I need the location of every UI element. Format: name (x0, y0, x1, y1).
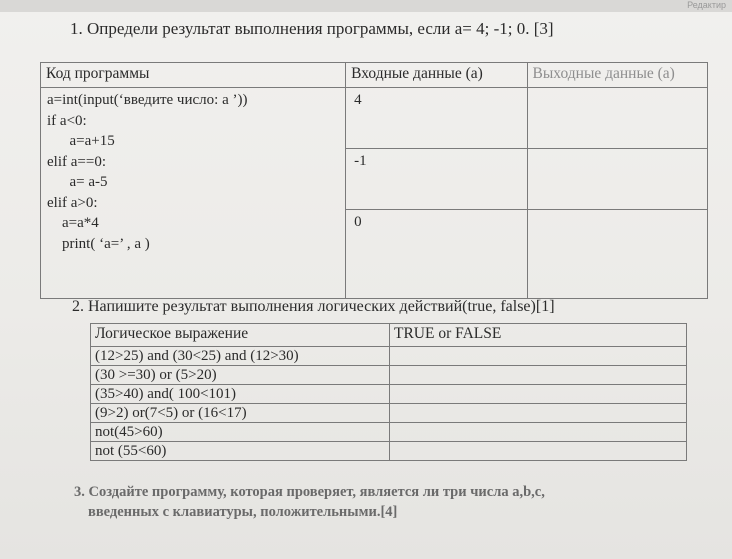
question-3-line-1: 3. Создайте программу, которая проверяет, является ли три числа a,b,c, (74, 484, 545, 500)
input-cell: -1 (346, 149, 527, 210)
program-table (40, 62, 708, 299)
logic-row (91, 366, 687, 385)
answer-cell[interactable] (390, 347, 687, 366)
output-cell[interactable] (527, 210, 707, 299)
code-line: a=int(input(‘введите число: a ’)) (47, 92, 248, 108)
corner-label: Редактир (687, 0, 726, 10)
logic-row (91, 385, 687, 404)
output-cell[interactable] (527, 88, 707, 149)
code-line: elif a==0: (47, 153, 106, 170)
question-1-text: 1. Определи результат выполнения программы, если a= 4; -1; 0. [3] (70, 19, 554, 38)
header-code: Код программы (41, 63, 346, 88)
logic-table-header (91, 324, 687, 347)
expression-cell: not (55<60) (91, 442, 390, 461)
answer-cell[interactable] (390, 442, 687, 461)
header-result: TRUE or FALSE (390, 324, 687, 347)
code-line: elif a>0: (47, 194, 98, 211)
input-cell: 0 (346, 210, 527, 299)
code-line: a= a-5 (47, 174, 108, 190)
code-line: a=a*4 (47, 215, 99, 231)
question-2-text: 2. Напишите результат выполнения логических действий(true, false)[1] (72, 298, 555, 315)
logic-row (91, 404, 687, 423)
input-cell: 4 (346, 88, 527, 149)
program-table-header (41, 63, 708, 88)
program-code (41, 88, 346, 299)
header-output: Выходные данные (a) (527, 63, 707, 88)
answer-cell[interactable] (390, 423, 687, 442)
top-edge-shadow (0, 0, 732, 12)
logic-row (91, 347, 687, 366)
header-input: Входные данные (a) (346, 63, 527, 88)
answer-cell[interactable] (390, 366, 687, 385)
output-cell[interactable] (527, 149, 707, 210)
code-line: if a<0: (47, 112, 87, 129)
code-line: print( ‘a=’ , a ) (47, 235, 150, 252)
expression-cell: (35>40) and( 100<101) (91, 385, 390, 404)
answer-cell[interactable] (390, 404, 687, 423)
logic-table (90, 323, 687, 461)
expression-cell: not(45>60) (91, 423, 390, 442)
logic-row (91, 423, 687, 442)
question-3-text (74, 482, 545, 522)
expression-cell: (30 >=30) or (5>20) (91, 366, 390, 385)
expression-cell: (12>25) and (30<25) and (12>30) (91, 347, 390, 366)
code-line: a=a+15 (47, 133, 115, 149)
logic-row (91, 442, 687, 461)
header-expression: Логическое выражение (91, 324, 390, 347)
question-3-line-2: введенных с клавиатуры, положительными.[4] (88, 504, 398, 520)
program-row-1 (41, 88, 708, 149)
answer-cell[interactable] (390, 385, 687, 404)
expression-cell: (9>2) or(7<5) or (16<17) (91, 404, 390, 423)
